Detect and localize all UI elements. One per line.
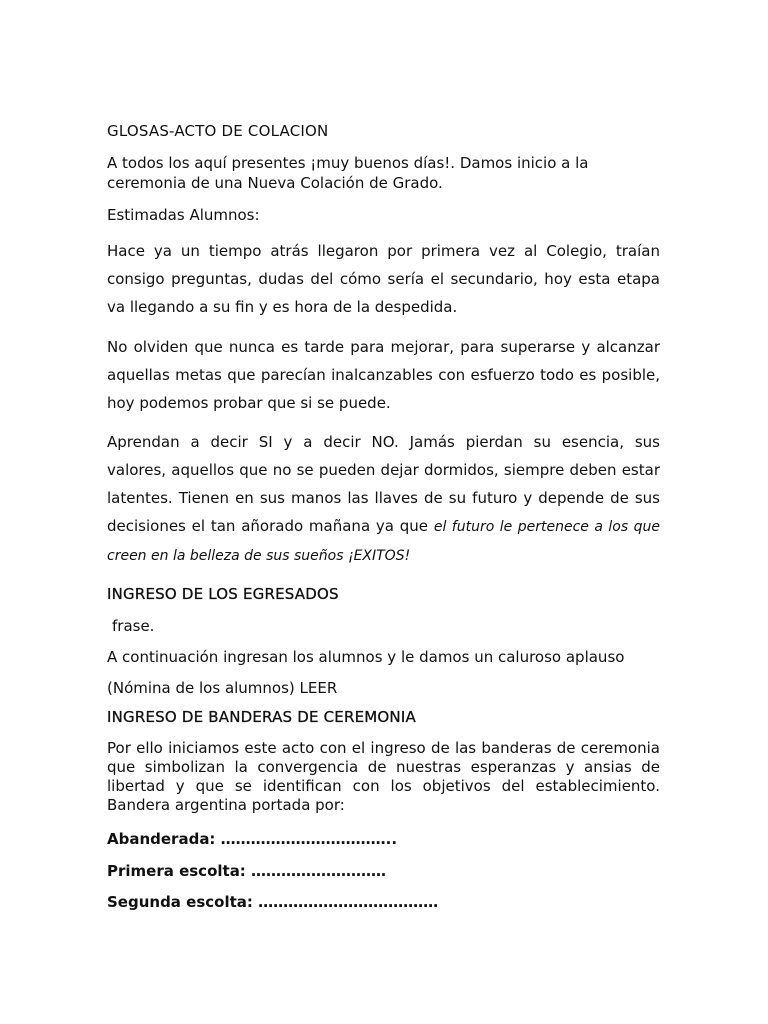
closing-phrase: creen en la belleza de sus sueños ¡EXITOS! [107,548,411,564]
greeting-line: A todos los aquí presentes ¡muy buenos días!. Damos inicio a la [107,154,589,172]
paragraph-line-mixed [107,512,660,541]
salutation: Estimadas Alumnos: [107,206,260,224]
paragraph-line-italic-end [107,541,660,570]
paragraph-line: No olviden que nunca es tarde para mejorar, para superarse y alcanzar [107,338,660,356]
frase-text: frase. [112,617,155,635]
paragraph-line: Por ello iniciamos este acto con el ingreso de las banderas de ceremonia [107,739,660,757]
paragraph-2 [107,333,660,417]
paragraph-line: hoy podemos probar que si se puede. [107,394,391,412]
paragraph-line: que simbolizan la convergencia de nuestras esperanzas y ansias de [107,758,660,776]
paragraph-line: valores, aquellos que no se pueden dejar dormidos, siempre deben estar [107,461,660,479]
paragraph-line: Aprendan a decir SI y a decir NO. Jamás pierdan su esencia, sus [107,433,660,451]
paragraph-1 [107,237,660,321]
paragraph-line: consigo preguntas, dudas del cómo sería el secundario, hoy esta etapa [107,270,660,288]
paragraph-line: Hace ya un tiempo atrás llegaron por primera vez al Colegio, traían [107,242,660,260]
document-title: GLOSAS-ACTO DE COLACION [107,122,329,140]
section-heading-egresados: INGRESO DE LOS EGRESADOS [107,585,339,603]
primera-escolta-field: Primera escolta: ……………………… [107,862,387,880]
paragraph-line: latentes. Tienen en sus manos las llaves de su futuro y depende de sus [107,489,660,507]
paragraph-line: aquellas metas que parecían inalcanzables con esfuerzo todo es posible, [107,366,660,384]
egresados-line: A continuación ingresan los alumnos y le damos un caluroso aplauso [107,648,625,666]
abanderada-field: Abanderada: …………………………….. [107,830,398,848]
paragraph-line-italic: el futuro le pertenece a los que [433,519,660,535]
paragraph-line: libertad y que se identifican con los objetivos del establecimiento. [107,777,660,795]
segunda-escolta-field: Segunda escolta: ……………………………… [107,893,439,911]
banderas-paragraph [107,739,660,815]
paragraph-line-plain: decisiones el tan añorado mañana ya que [107,517,434,535]
paragraph-line: va llegando a su fin y es hora de la despedida. [107,298,458,316]
greeting-paragraph [107,153,660,193]
nomina-line: (Nómina de los alumnos) LEER [107,679,338,697]
section-heading-banderas: INGRESO DE BANDERAS DE CEREMONIA [107,708,416,726]
greeting-line: ceremonia de una Nueva Colación de Grado. [107,174,443,192]
paragraph-3 [107,428,660,570]
paragraph-line: Bandera argentina portada por: [107,796,345,814]
